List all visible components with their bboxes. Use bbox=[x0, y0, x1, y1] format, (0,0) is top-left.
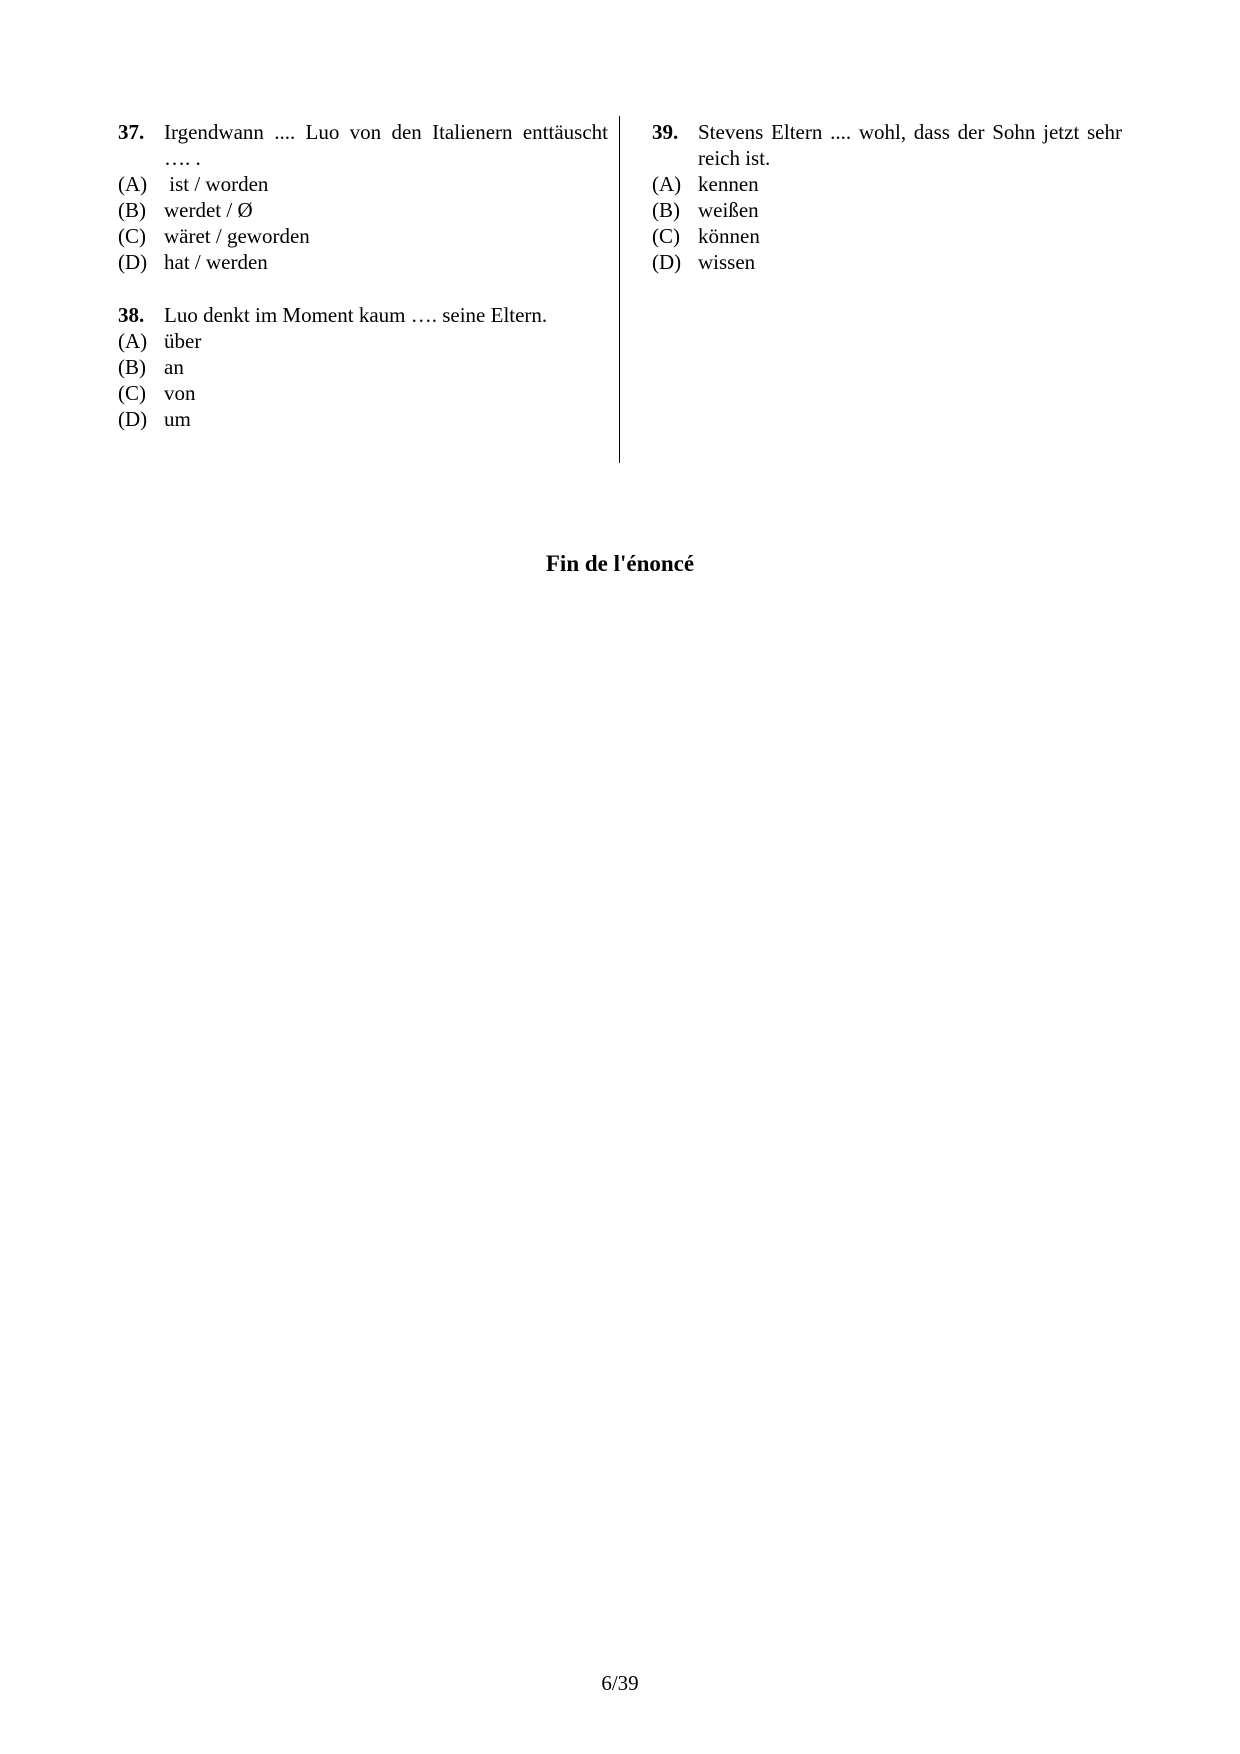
option-letter: (D) bbox=[118, 250, 148, 274]
page-number: 6/39 bbox=[601, 1671, 639, 1695]
right-column bbox=[652, 119, 1122, 302]
option-b bbox=[118, 354, 608, 380]
option-d bbox=[118, 406, 608, 432]
option-text: werdet / Ø bbox=[164, 198, 253, 222]
option-a bbox=[118, 171, 608, 197]
option-b bbox=[652, 197, 1122, 223]
option-letter: (C) bbox=[652, 224, 680, 248]
question-text: Luo denkt im Moment kaum …. seine Eltern. bbox=[164, 303, 548, 327]
option-text: von bbox=[164, 381, 196, 405]
option-letter: (A) bbox=[118, 329, 148, 353]
question-text: Stevens Eltern .... wohl, dass der Sohn jetzt sehr reich ist. bbox=[698, 120, 1122, 170]
option-text: über bbox=[164, 329, 202, 353]
option-a bbox=[118, 328, 608, 354]
option-text: weißen bbox=[698, 198, 759, 222]
option-text: wissen bbox=[698, 250, 756, 274]
option-letter: (B) bbox=[118, 355, 146, 379]
option-a bbox=[652, 171, 1122, 197]
option-text: hat / werden bbox=[164, 250, 268, 274]
option-b bbox=[118, 197, 608, 223]
option-c bbox=[118, 380, 608, 406]
option-text: können bbox=[698, 224, 760, 248]
question-37 bbox=[118, 119, 608, 275]
option-c bbox=[118, 223, 608, 249]
option-letter: (A) bbox=[118, 172, 148, 196]
option-text: ist / worden bbox=[164, 172, 269, 196]
option-c bbox=[652, 223, 1122, 249]
option-letter: (C) bbox=[118, 381, 146, 405]
option-text: wäret / geworden bbox=[164, 224, 310, 248]
option-d bbox=[118, 249, 608, 275]
option-letter: (C) bbox=[118, 224, 146, 248]
option-letter: (D) bbox=[118, 407, 148, 431]
option-text: kennen bbox=[698, 172, 759, 196]
option-d bbox=[652, 249, 1122, 275]
question-number: 38. bbox=[118, 303, 145, 327]
question-39 bbox=[652, 119, 1122, 275]
option-letter: (A) bbox=[652, 172, 682, 196]
left-column bbox=[118, 119, 608, 459]
question-38 bbox=[118, 302, 608, 432]
question-number: 39. bbox=[652, 120, 679, 144]
option-text: um bbox=[164, 407, 191, 431]
end-title: Fin de l'énoncé bbox=[545, 551, 695, 576]
question-number: 37. bbox=[118, 120, 145, 144]
option-text: an bbox=[164, 355, 184, 379]
option-letter: (D) bbox=[652, 250, 682, 274]
option-letter: (B) bbox=[118, 198, 146, 222]
question-text: Irgendwann .... Luo von den Italienern enttäuscht …. . bbox=[164, 120, 608, 170]
option-letter: (B) bbox=[652, 198, 680, 222]
column-divider bbox=[619, 116, 620, 463]
